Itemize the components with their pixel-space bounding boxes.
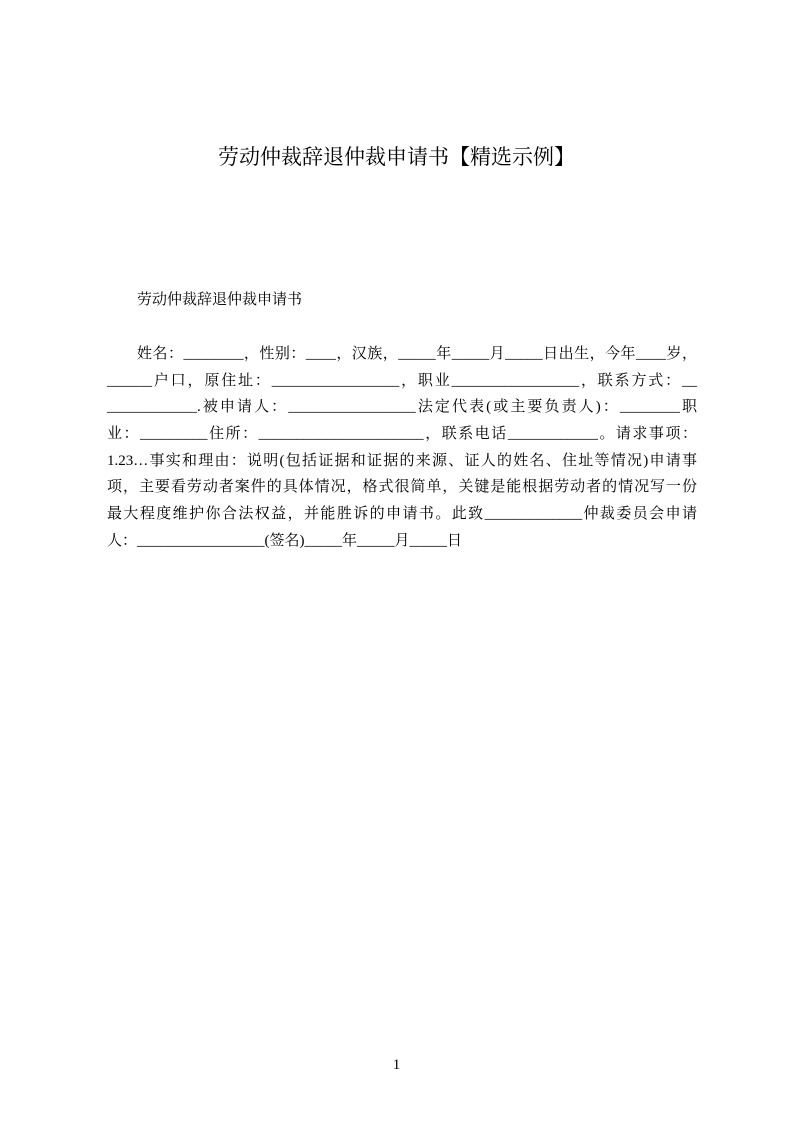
body-line: 项，主要看劳动者案件的具体情况，格式很简单，关键是能根据劳动者的情况写一份 bbox=[107, 479, 697, 496]
body-line: 最大程度维护你合法权益，并能胜诉的申请书。此致_____________仲裁委员会申请 bbox=[107, 506, 697, 523]
body-line: 人：_________________(签名)_____年_____月_____日 bbox=[107, 532, 462, 549]
body-line: 业：_________住所：______________________，联系电话____________。请求事项： bbox=[107, 426, 697, 443]
body-line: 姓名：________，性别：____，汉族，_____年_____月_____日出生，今年____岁， bbox=[137, 346, 697, 362]
body-line: ______户口，原住址：_________________，职业_________________，联系方式：__ bbox=[107, 372, 697, 389]
document-body bbox=[107, 341, 697, 555]
document-subtitle: 劳动仲裁辞退仲裁申请书 bbox=[137, 292, 303, 308]
body-line: 1.23…事实和理由：说明(包括证据和证据的来源、证人的姓名、住址等情况)申请事 bbox=[107, 452, 697, 469]
body-line: ____________.被申请人：_________________法定代表(或主要负责人)：________职 bbox=[107, 399, 697, 416]
page-number: 1 bbox=[392, 1057, 401, 1073]
page-title: 劳动仲裁辞退仲裁申请书【精选示例】 bbox=[218, 145, 575, 169]
